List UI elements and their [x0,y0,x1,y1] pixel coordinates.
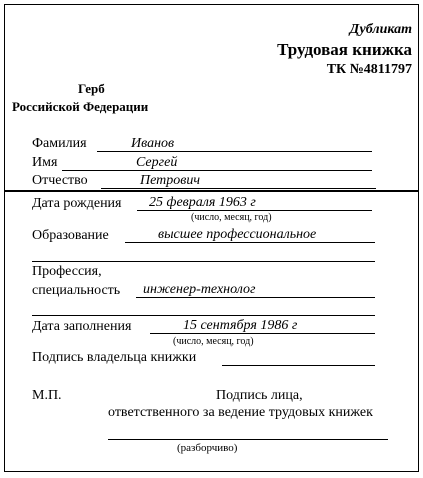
profession-label-line1: Профессия, [32,264,102,279]
fill-date-value: 15 сентября 1986 г [183,318,298,333]
birth-date-value: 25 февраля 1963 г [149,195,256,210]
birth-date-hint: (число, месяц, год) [191,212,272,223]
profession-label-line2: специальность [32,283,121,298]
education-line-2 [32,261,375,262]
owner-signature-label: Подпись владельца книжки [32,350,197,365]
responsible-signature-line [108,439,388,440]
profession-line-2 [32,315,375,316]
patronymic-label: Отчество [32,173,88,188]
document-title: Трудовая книжка [277,40,412,59]
name-value: Сергей [136,155,178,170]
legible-hint: (разборчиво) [177,442,238,454]
fill-date-label: Дата заполнения [32,319,132,334]
responsible-line2: ответственного за ведение трудовых книжек [108,405,373,420]
birth-date-label: Дата рождения [32,196,122,211]
fill-date-hint: (число, месяц, год) [173,336,254,347]
patronymic-value: Петрович [140,173,201,188]
emblem-line2: Российской Федерации [12,99,149,114]
owner-signature-line [222,365,375,366]
responsible-line1: Подпись лица, [216,388,303,403]
stamp-label: М.П. [32,388,62,403]
emblem-line1: Герб [78,81,105,96]
education-label: Образование [32,228,109,243]
name-label: Имя [32,155,58,170]
surname-label: Фамилия [32,136,87,151]
profession-value: инженер-технолог [143,282,256,297]
duplicate-label: Дубликат [349,22,412,37]
education-value: высшее профессиональное [158,227,317,242]
surname-value: Иванов [131,136,175,151]
document-number: ТК №4811797 [326,62,412,77]
name-line [62,170,372,171]
